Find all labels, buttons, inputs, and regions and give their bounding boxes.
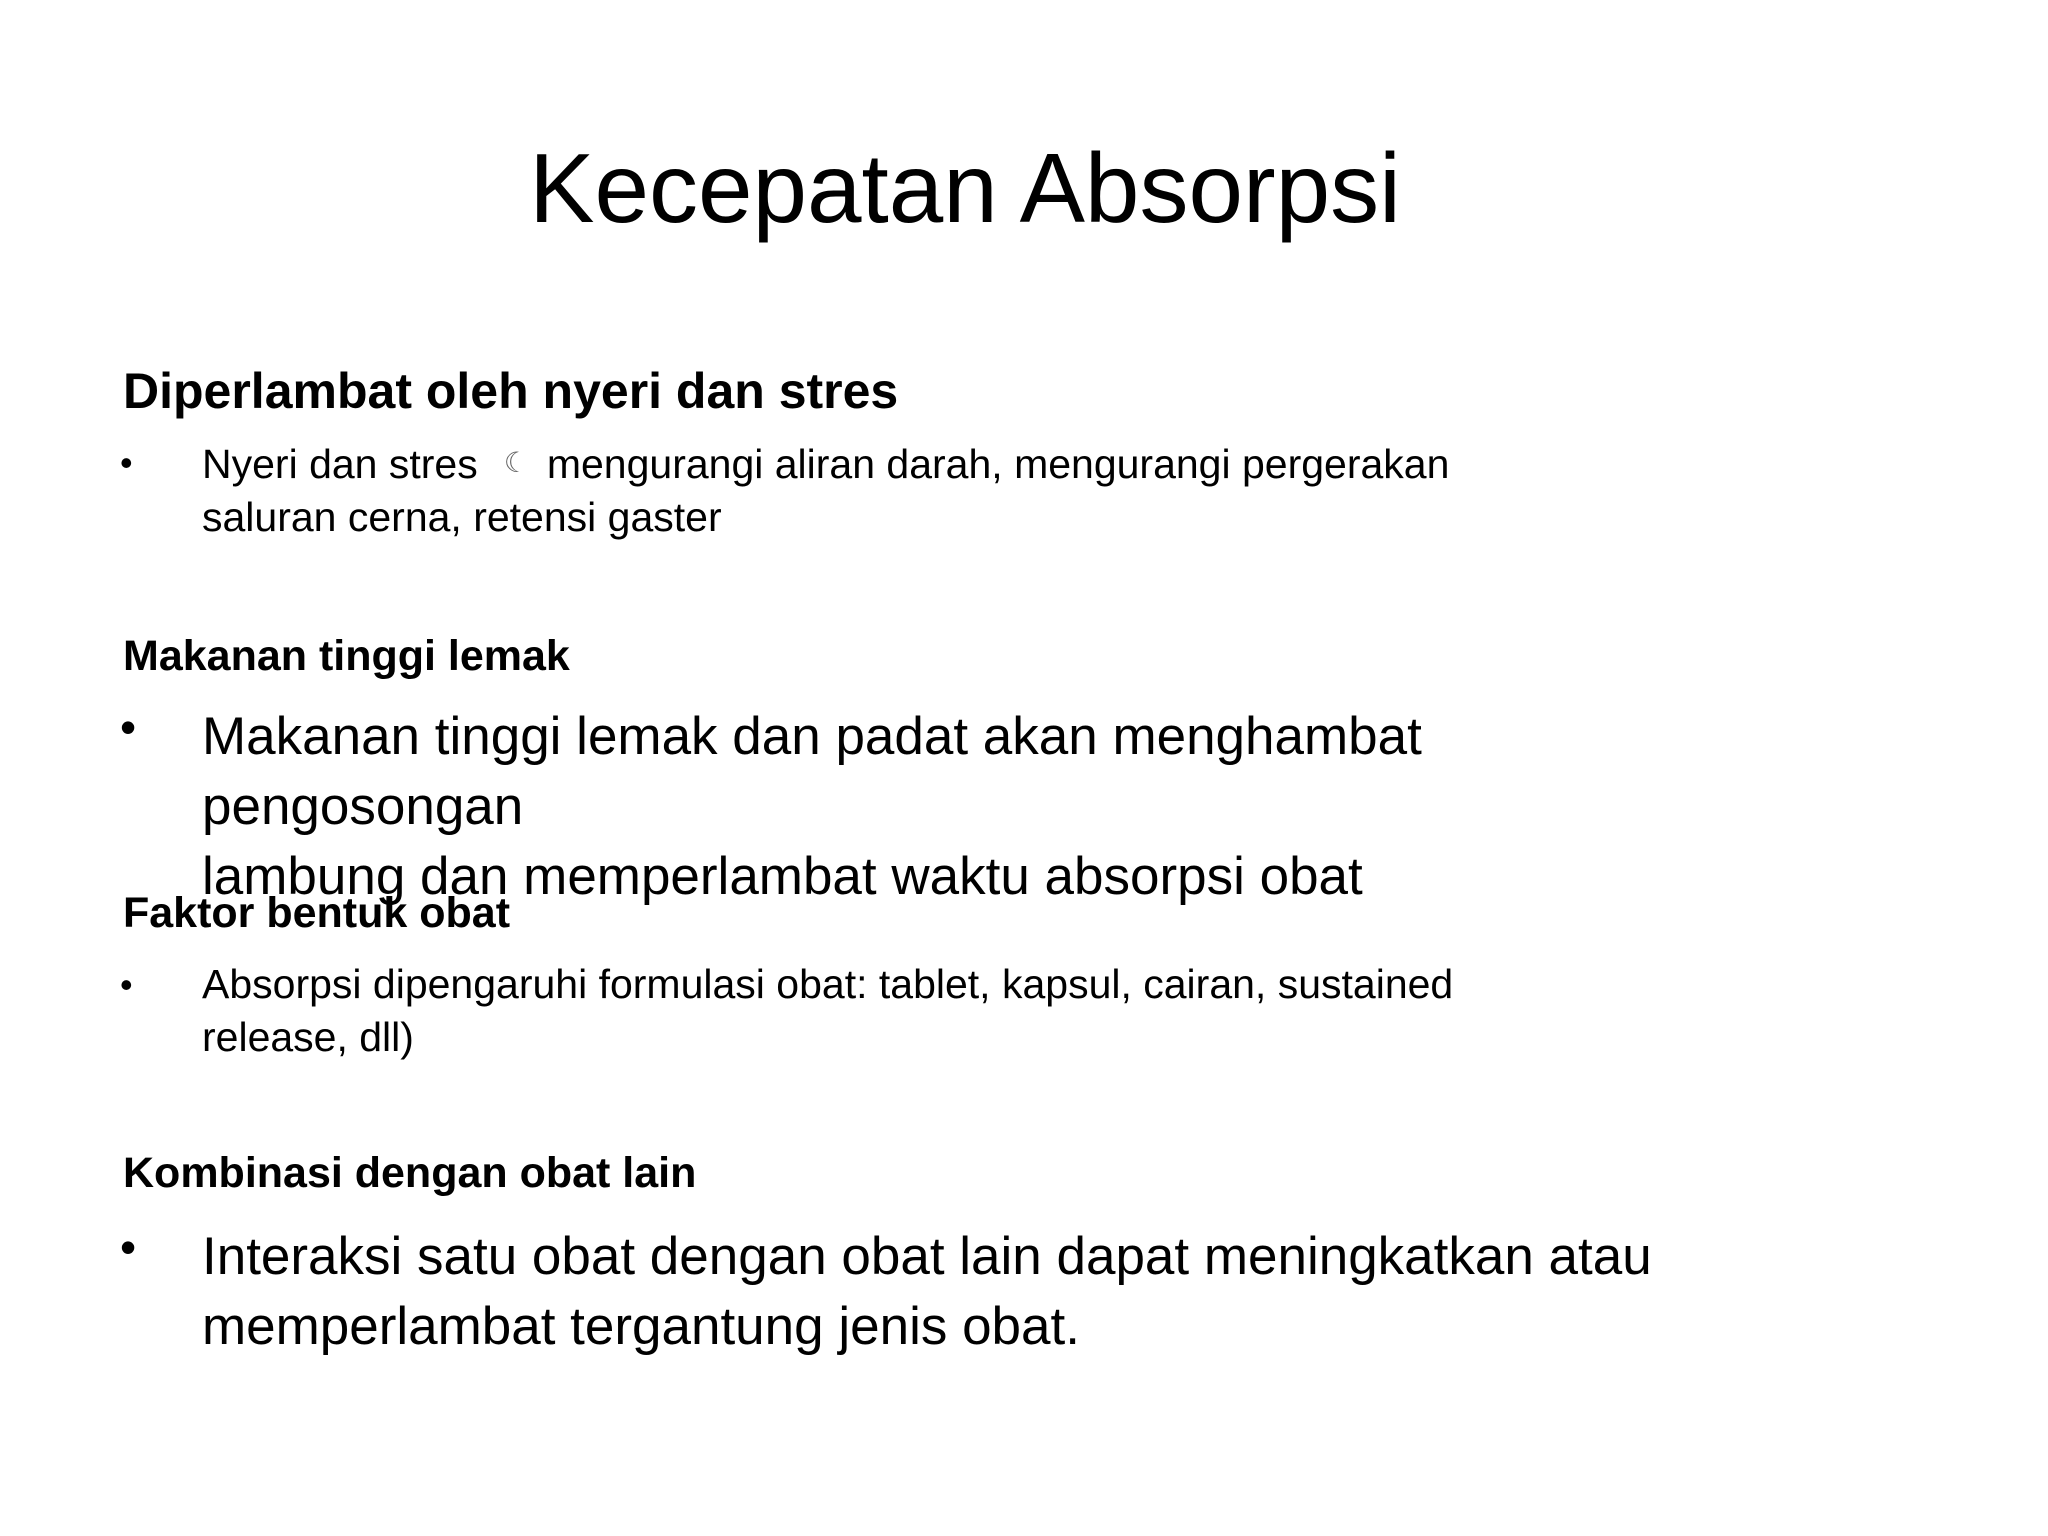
bullet-item-kombinasi-obat (120, 1222, 1680, 1372)
bullet-line: saluran cerna, retensi gaster (202, 494, 722, 540)
bullet-line: Makanan tinggi lemak dan padat akan menghambat (202, 707, 1422, 766)
bullet-text (202, 436, 1702, 544)
bullet-line: pengosongan (202, 777, 524, 836)
bullet-line: Absorpsi dipengaruhi formulasi obat: tablet, kapsul, cairan, sustained (202, 961, 1454, 1007)
bullet-text (202, 958, 1702, 1064)
bullet-text-rest: mengurangi aliran darah, mengurangi pergerakan (546, 441, 1450, 487)
bullet-line (202, 436, 1702, 491)
section-heading-faktor-bentuk: Faktor bentuk obat (123, 889, 511, 937)
bullet-item-nyeri-stres (120, 436, 1680, 546)
bullet-dot: • (120, 442, 133, 483)
bullet-dot: • (120, 701, 137, 753)
section-heading-nyeri-stres: Diperlambat oleh nyeri dan stres (123, 363, 899, 419)
bullet-line: lambung dan memperlambat waktu absorpsi obat (202, 847, 1363, 906)
bullet-dot: • (120, 1221, 137, 1273)
section-heading-makanan-lemak: Makanan tinggi lemak (123, 632, 570, 680)
bullet-line: Interaksi satu obat dengan obat lain dapat meningkatkan atau (202, 1227, 1652, 1286)
bullet-item-faktor-bentuk (120, 958, 1680, 1068)
crescent-moon-icon: ☾ (503, 447, 529, 478)
bullet-text (202, 1222, 1702, 1362)
slide-title: Kecepatan Absorpsi (529, 133, 1401, 243)
bullet-text-lead: Nyeri dan stres (202, 441, 478, 487)
bullet-line: release, dll) (202, 1014, 414, 1060)
bullet-dot: • (120, 964, 133, 1005)
bullet-text (202, 702, 1702, 912)
bullet-line: memperlambat tergantung jenis obat. (202, 1297, 1080, 1356)
section-heading-kombinasi-obat: Kombinasi dengan obat lain (123, 1149, 697, 1197)
